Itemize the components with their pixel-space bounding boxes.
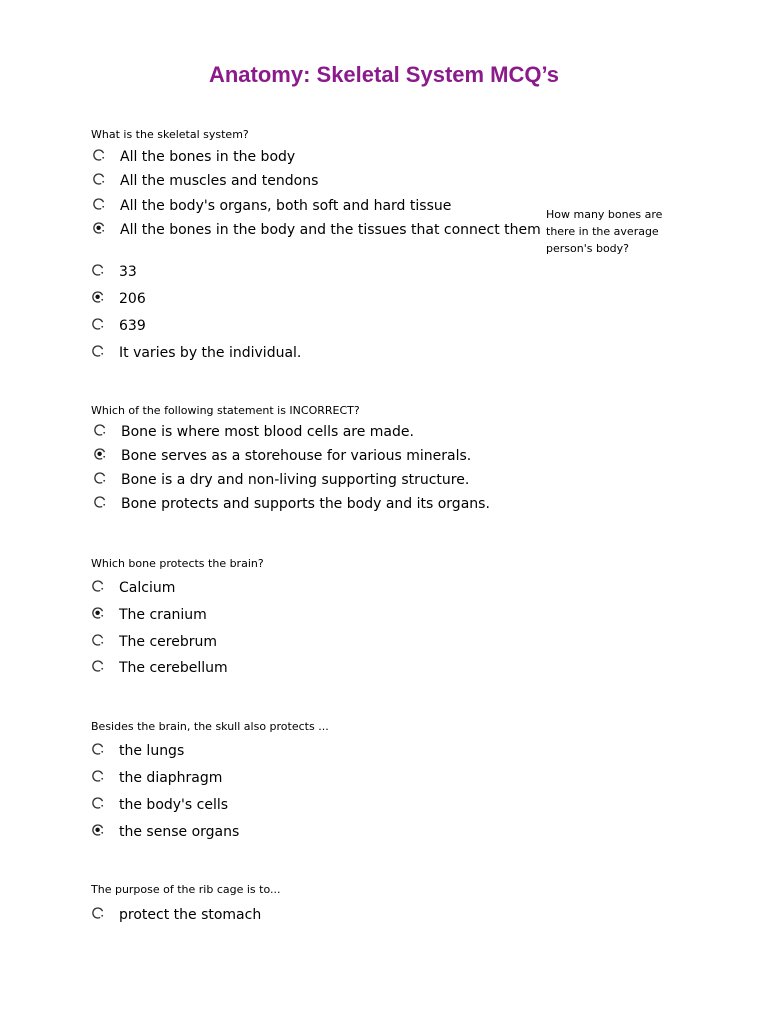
option-label: It varies by the individual. xyxy=(119,345,302,361)
radio-icon[interactable] xyxy=(91,659,105,673)
option-label: Calcium xyxy=(119,580,176,596)
radio-icon[interactable] xyxy=(91,344,105,358)
option-label: protect the stomach xyxy=(119,907,262,923)
question-2-text: How many bones are there in the average person's body? xyxy=(546,208,663,255)
radio-icon[interactable] xyxy=(91,906,105,920)
option-label: The cerebrum xyxy=(119,634,218,650)
option-label: The cranium xyxy=(119,607,207,623)
radio-icon[interactable] xyxy=(91,823,105,837)
radio-icon[interactable] xyxy=(91,606,105,620)
radio-icon[interactable] xyxy=(91,290,105,304)
option-label: the lungs xyxy=(119,743,185,759)
option-label: the body's cells xyxy=(119,797,229,813)
question-1-text: What is the skeletal system? xyxy=(91,128,249,141)
radio-icon[interactable] xyxy=(91,742,105,756)
option-label: Bone is where most blood cells are made. xyxy=(121,424,414,440)
option-label: the sense organs xyxy=(119,824,240,840)
radio-icon[interactable] xyxy=(91,796,105,810)
question-4-text: Which bone protects the brain? xyxy=(91,557,264,570)
radio-icon[interactable] xyxy=(92,148,106,162)
question-3-text: Which of the following statement is INCORRECT? xyxy=(91,404,360,417)
radio-icon[interactable] xyxy=(91,633,105,647)
question-5-text: Besides the brain, the skull also protects ... xyxy=(91,720,329,733)
radio-icon[interactable] xyxy=(91,317,105,331)
radio-icon[interactable] xyxy=(91,769,105,783)
radio-icon[interactable] xyxy=(93,495,107,509)
radio-icon[interactable] xyxy=(93,471,107,485)
option-label: Bone protects and supports the body and its organs. xyxy=(121,496,490,512)
option-label: 33 xyxy=(119,264,137,280)
option-label: All the bones in the body xyxy=(120,149,296,165)
option-label: Bone is a dry and non-living supporting structure. xyxy=(121,472,470,488)
option-label: Bone serves as a storehouse for various minerals. xyxy=(121,448,472,464)
radio-icon[interactable] xyxy=(92,197,106,211)
radio-icon[interactable] xyxy=(91,579,105,593)
option-label: The cerebellum xyxy=(119,660,228,676)
option-label: All the body's organs, both soft and hard tissue xyxy=(120,198,452,214)
radio-icon[interactable] xyxy=(93,447,107,461)
page-title: Anatomy: Skeletal System MCQ’s xyxy=(208,62,560,87)
radio-icon[interactable] xyxy=(92,172,106,186)
option-label: 639 xyxy=(119,318,146,334)
radio-icon[interactable] xyxy=(91,263,105,277)
radio-icon[interactable] xyxy=(93,423,107,437)
question-6-text: The purpose of the rib cage is to... xyxy=(91,883,281,896)
option-label: the diaphragm xyxy=(119,770,223,786)
option-label: 206 xyxy=(119,291,146,307)
option-label: All the bones in the body and the tissues that connect them xyxy=(120,222,541,238)
option-label: All the muscles and tendons xyxy=(120,173,319,189)
radio-icon[interactable] xyxy=(92,221,106,235)
